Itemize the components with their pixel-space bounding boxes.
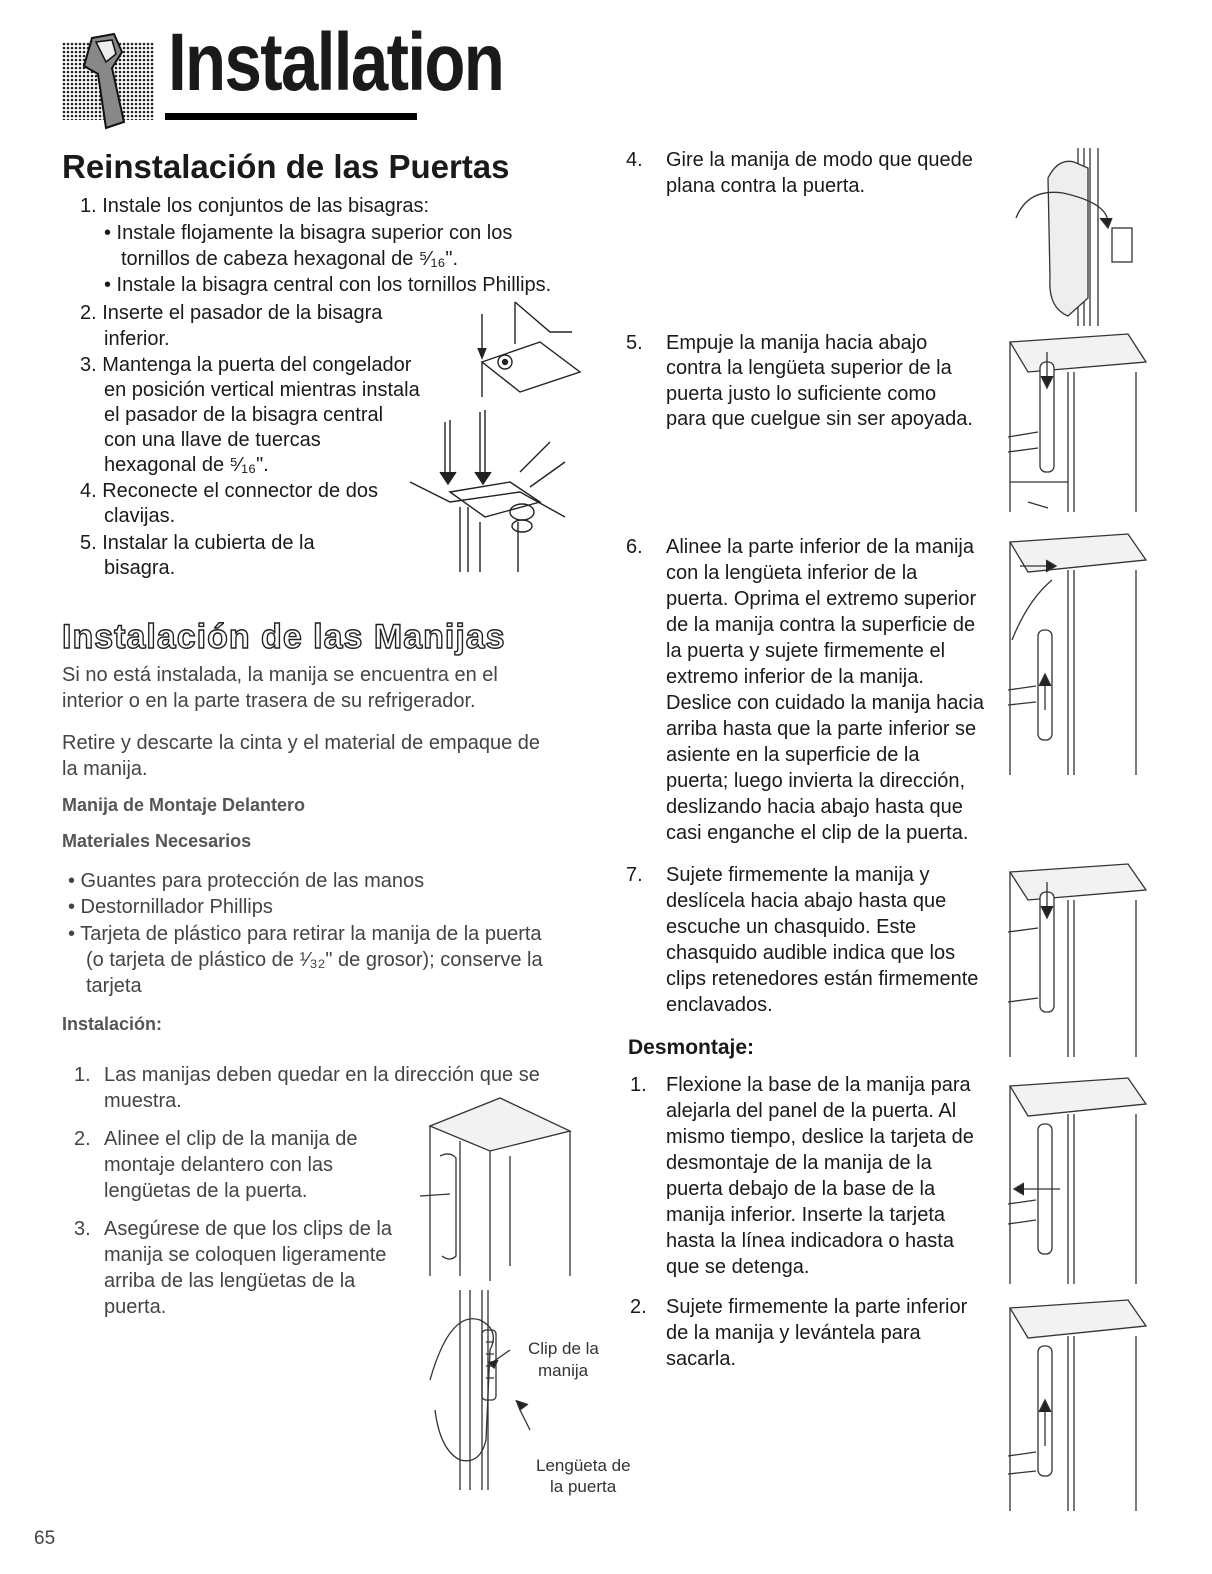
step-5d: para que cuelgue sin ser apoyada. xyxy=(666,408,973,430)
page-number: 65 xyxy=(34,1528,56,1549)
removal-step-2b: de la manija y levántela para xyxy=(666,1322,921,1344)
reinstall-bullet-1a: • Instale flojamente la bisagra superior con los xyxy=(104,222,513,244)
step-4a: Gire la manija de modo que quede xyxy=(666,149,973,171)
removal-step-1f: manija inferior. Inserte la tarjeta xyxy=(666,1204,946,1226)
step-7-number: 7. xyxy=(626,864,643,886)
step-6j: puerta; luego invierta la dirección, xyxy=(666,770,966,792)
material-3b: (o tarjeta de plástico de ¹⁄₃₂" de grosor); conserve la xyxy=(86,949,543,971)
removal-step-1c: mismo tiempo, deslice la tarjeta de xyxy=(666,1126,974,1148)
removal-step-1b: alejarla del panel de la puerta. Al xyxy=(666,1100,957,1122)
install-step-1a: Las manijas deben quedar en la dirección que se xyxy=(104,1064,540,1086)
install-step-2b: montaje delantero con las xyxy=(104,1154,334,1176)
handles-intro-1: Si no está instalada, la manija se encuentra en el xyxy=(62,664,498,686)
step-6b: con la lengüeta inferior de la xyxy=(666,562,918,584)
step-7c: escuche un chasquido. Este xyxy=(666,916,917,938)
handles-intro-3: Retire y descarte la cinta y el material de empaque de xyxy=(62,732,541,754)
removal-step-2-number: 2. xyxy=(630,1296,647,1318)
step-5c: puerta justo lo suficiente como xyxy=(666,383,937,405)
hinge-illustration xyxy=(390,292,590,582)
reinstall-step-5a: 5. Instalar la cubierta de la xyxy=(80,532,315,554)
step-6c: puerta. Oprima el extremo superior xyxy=(666,588,977,610)
step-6e: la puerta y sujete firmemente el xyxy=(666,640,946,662)
material-2: • Destornillador Phillips xyxy=(68,896,273,918)
materials-heading: Materiales Necesarios xyxy=(62,831,252,851)
wrench-icon xyxy=(62,30,154,130)
push-handle-illustration xyxy=(1008,332,1153,512)
reinstall-step-3c: el pasador de la bisagra central xyxy=(104,404,384,426)
reinstall-step-2a: 2. Inserte el pasador de la bisagra xyxy=(80,302,383,324)
install-step-1-number: 1. xyxy=(74,1064,91,1086)
remove-handle-illustration xyxy=(1008,1296,1153,1511)
install-step-3d: puerta. xyxy=(104,1296,167,1318)
flex-handle-illustration xyxy=(1008,1074,1153,1284)
reinstall-step-3b: en posición vertical mientras instala xyxy=(104,379,420,401)
removal-step-1a: Flexione la base de la manija para xyxy=(666,1074,971,1096)
install-step-3a: Asegúrese de que los clips de la xyxy=(104,1218,392,1240)
step-6a: Alinee la parte inferior de la manija xyxy=(666,536,974,558)
install-step-2a: Alinee el clip de la manija de xyxy=(104,1128,358,1150)
install-step-3c: arriba de las lengüetas de la xyxy=(104,1270,356,1292)
removal-step-2c: sacarla. xyxy=(666,1348,737,1370)
page-title: Installation xyxy=(168,17,504,108)
removal-step-1h: que se detenga. xyxy=(666,1256,810,1278)
reinstall-step-5b: bisagra. xyxy=(104,557,176,579)
step-5-number: 5. xyxy=(626,332,643,354)
reinstall-bullet-2: • Instale la bisagra central con los tornillos Phillips. xyxy=(104,274,552,296)
removal-step-1-number: 1. xyxy=(630,1074,647,1096)
step-5b: contra la lengüeta superior de la xyxy=(666,357,952,379)
install-step-3b: manija se coloquen ligeramente xyxy=(104,1244,387,1266)
clip-label-2: manija xyxy=(538,1361,589,1380)
step-6h: arriba hasta que la parte inferior se xyxy=(666,718,977,740)
removal-heading: Desmontaje: xyxy=(628,1036,755,1059)
step-6i: asiente en la superficie de la xyxy=(666,744,920,766)
tab-label-2: la puerta xyxy=(550,1477,617,1496)
reinstall-step-3e: hexagonal de ⁵⁄₁₆". xyxy=(104,454,269,476)
handle-orientation-illustration xyxy=(420,1096,580,1286)
step-7d: chasquido audible indica que los xyxy=(666,942,956,964)
reinstall-step-2b: inferior. xyxy=(104,328,170,350)
install-step-2c: lengüetas de la puerta. xyxy=(104,1180,308,1202)
snap-handle-illustration xyxy=(1008,862,1153,1057)
removal-step-2a: Sujete firmemente la parte inferior xyxy=(666,1296,968,1318)
removal-step-1d: desmontaje de la manija de la xyxy=(666,1152,932,1174)
clip-label-1: Clip de la xyxy=(528,1339,599,1358)
installation-heading: Instalación: xyxy=(62,1014,163,1034)
install-step-3-number: 3. xyxy=(74,1218,91,1240)
step-7b: deslícela hacia abajo hasta que xyxy=(666,890,947,912)
removal-step-1e: puerta debajo de la base de la xyxy=(666,1178,936,1200)
handles-intro-4: la manija. xyxy=(62,758,148,780)
step-6k: deslizando hacia abajo hasta que xyxy=(666,796,963,818)
reinstall-step-3a: 3. Mantenga la puerta del congelador xyxy=(80,354,412,376)
front-mount-heading: Manija de Montaje Delantero xyxy=(62,795,306,815)
material-3c: tarjeta xyxy=(86,975,142,997)
section-title-reinstall: Reinstalación de las Puertas xyxy=(62,148,510,185)
align-handle-illustration xyxy=(1008,530,1153,775)
step-7a: Sujete firmemente la manija y xyxy=(666,864,930,886)
material-3a: • Tarjeta de plástico para retirar la manija de la puerta xyxy=(68,923,542,945)
title-underline xyxy=(165,113,417,120)
step-6f: extremo inferior de la manija. xyxy=(666,666,924,688)
step-6g: Deslice con cuidado la manija hacia xyxy=(666,692,984,714)
tab-label-1: Lengüeta de xyxy=(536,1456,631,1475)
reinstall-step-3d: con una llave de tuercas xyxy=(104,429,321,451)
step-6-number: 6. xyxy=(626,536,643,558)
step-6l: casi enganche el clip de la puerta. xyxy=(666,822,969,844)
reinstall-step-4b: clavijas. xyxy=(104,505,176,527)
rotate-handle-illustration xyxy=(1008,148,1153,326)
reinstall-step-4a: 4. Reconecte el connector de dos xyxy=(80,480,378,502)
section-title-handles: Instalación de las Manijas xyxy=(62,618,506,656)
material-1: • Guantes para protección de las manos xyxy=(68,870,425,892)
removal-step-1g: hasta la línea indicadora o hasta xyxy=(666,1230,954,1252)
step-4b: plana contra la puerta. xyxy=(666,175,866,197)
step-6d: de la manija contra la superficie de xyxy=(666,614,976,636)
step-4-number: 4. xyxy=(626,149,643,171)
step-7f: enclavados. xyxy=(666,994,773,1016)
install-step-2-number: 2. xyxy=(74,1128,91,1150)
step-7e: clips retenedores están firmemente xyxy=(666,968,979,990)
handles-intro-2: interior o en la parte trasera de su refrigerador. xyxy=(62,690,476,712)
reinstall-bullet-1b: tornillos de cabeza hexagonal de ⁵⁄₁₆". xyxy=(121,248,459,270)
step-5a: Empuje la manija hacia abajo xyxy=(666,332,928,354)
install-step-1b: muestra. xyxy=(104,1090,182,1112)
reinstall-step-1: 1. Instale los conjuntos de las bisagras: xyxy=(80,195,430,217)
